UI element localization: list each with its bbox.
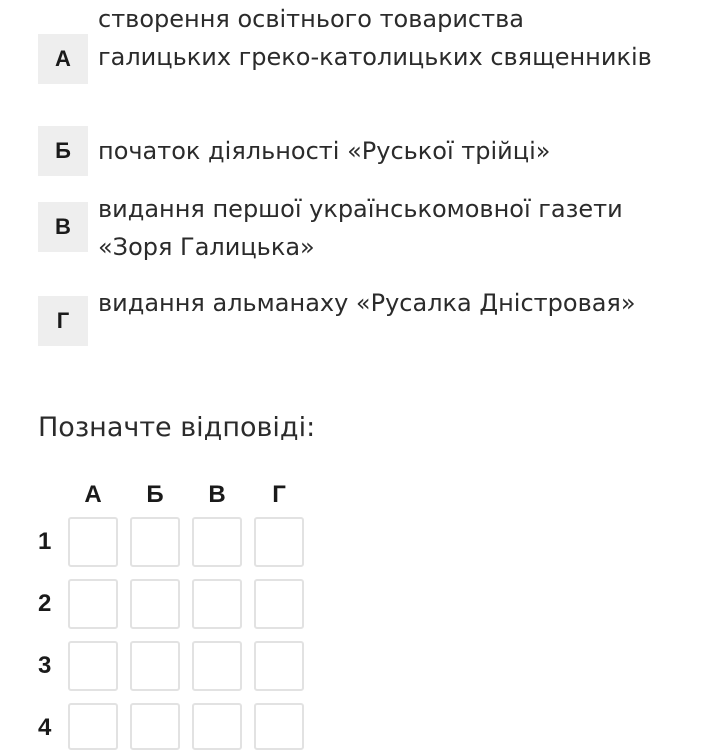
column-header-b: Б	[146, 481, 164, 508]
option-b-letter: Б	[38, 126, 88, 176]
answer-cell-1-b[interactable]	[130, 517, 180, 567]
option-v-text: видання першої українськомовної газети «Зоря Галицька»	[98, 195, 623, 261]
row-header-3: 3	[38, 652, 52, 679]
answer-prompt: Позначте відповіді:	[38, 412, 316, 443]
answer-cell-1-v[interactable]	[192, 517, 242, 567]
answer-cell-4-h[interactable]	[254, 703, 304, 750]
answer-cell-2-a[interactable]	[68, 579, 118, 629]
option-a	[38, 0, 658, 116]
column-header-a: А	[84, 481, 102, 508]
option-v-letter: В	[38, 202, 88, 252]
answer-cell-2-h[interactable]	[254, 579, 304, 629]
answer-cell-4-b[interactable]	[130, 703, 180, 750]
answer-cell-2-v[interactable]	[192, 579, 242, 629]
answer-cell-2-b[interactable]	[130, 579, 180, 629]
row-header-1: 1	[38, 528, 52, 555]
answer-cell-4-a[interactable]	[68, 703, 118, 750]
row-header-4: 4	[38, 714, 52, 741]
answer-cell-1-a[interactable]	[68, 517, 118, 567]
answer-cell-3-h[interactable]	[254, 641, 304, 691]
option-h	[38, 284, 658, 364]
answer-cell-3-v[interactable]	[192, 641, 242, 691]
column-header-h: Г	[272, 481, 286, 508]
option-b	[38, 126, 658, 176]
option-a-text: створення освітнього товариства галицьких греко-католицьких священників	[98, 5, 652, 71]
answer-cell-3-a[interactable]	[68, 641, 118, 691]
option-v	[38, 190, 658, 270]
answer-cell-1-h[interactable]	[254, 517, 304, 567]
row-header-2: 2	[38, 590, 52, 617]
option-b-text: початок діяльності «Руської трійці»	[98, 137, 551, 165]
option-h-text: видання альманаху «Русалка Дністровая»	[98, 289, 636, 317]
answer-cell-3-b[interactable]	[130, 641, 180, 691]
column-header-v: В	[208, 481, 226, 508]
option-h-letter: Г	[38, 296, 88, 346]
answer-cell-4-v[interactable]	[192, 703, 242, 750]
option-a-letter: А	[38, 34, 88, 84]
